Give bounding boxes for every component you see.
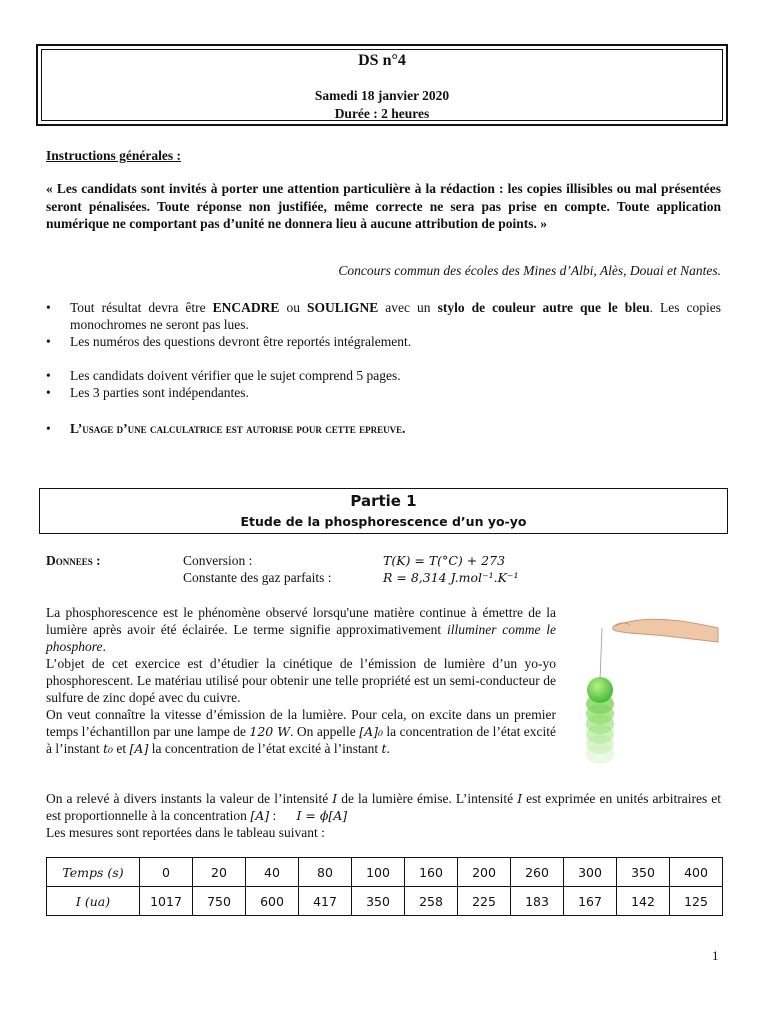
table-cell: 225 [458, 887, 511, 916]
partie-box [39, 488, 728, 534]
table-cell: 200 [458, 858, 511, 887]
list-item: • Les numéros des questions devront être reportés intégralement. [46, 334, 412, 349]
measurements-table [46, 857, 723, 916]
instructions-list-2 [46, 367, 721, 401]
yoyo-string [600, 628, 602, 680]
exam-duration: Durée : 2 heures [334, 106, 430, 121]
paragraph: Les mesures sont reportées dans le tableau suivant : [46, 825, 325, 840]
table-cell: 258 [405, 887, 458, 916]
table-cell: 417 [299, 887, 352, 916]
page-number: 1 [712, 948, 719, 963]
measurements-text [46, 790, 721, 841]
header-box [36, 44, 728, 126]
list-item: • Tout résultat devra être ENCADRE ou SOULIGNE avec un stylo de couleur autre que le bleu. Les copies monochromes ne seront pas lues. [46, 300, 722, 332]
table-cell: 350 [352, 887, 405, 916]
table-cell: 80 [299, 858, 352, 887]
table-cell: 125 [670, 887, 723, 916]
table-cell: 160 [405, 858, 458, 887]
table-row-time [47, 858, 723, 887]
table-cell: 100 [352, 858, 405, 887]
gas-constant-label: Constante des gaz parfaits : [183, 570, 332, 585]
paragraph: L’objet de cet exercice est d’étudier la cinétique de l’émission de lumière d’un yo-yo phosphorescent. Le matériau utilisé pour obtenir une telle propriété est un semi-conducteur de sulfure de zinc dopé avec du cuivre. [46, 656, 556, 705]
table-cell: 183 [511, 887, 564, 916]
instructions-list-1 [46, 299, 721, 350]
paragraph: La phosphorescence est le phénomène observé lorsqu'une matière continue à émettre de la lumière après avoir été éclairée. Le terme signifie approximativement illuminer comme le phosphore. [46, 605, 556, 654]
yoyo-ball [587, 677, 613, 703]
instructions-heading: Instructions générales : [46, 148, 181, 163]
list-item: • Les candidats doivent vérifier que le sujet comprend 5 pages. [46, 368, 401, 383]
table-cell: 1017 [140, 887, 193, 916]
table-header-time: Temps (s) [47, 858, 140, 887]
list-item: • Les 3 parties sont indépendantes. [46, 385, 249, 400]
gas-constant-equation: R = 8,314 J.mol⁻¹.K⁻¹ [383, 570, 519, 585]
table-cell: 167 [564, 887, 617, 916]
conversion-equation: T(K) = T(°C) + 273 [383, 553, 506, 568]
list-item: • L’usage d’une calculatrice est autorise pour cette epreuve. [46, 421, 406, 436]
intro-text [46, 604, 556, 757]
paragraph: On veut connaître la vitesse d’émission de la lumière. Pour cela, on excite dans un premier temps l’échantillon par une lampe de 120 W. On appelle [A]₀ la concentration de l’état excité à l’instant t₀ et [A] la concentration de l’état excité à l’instant t. [46, 707, 556, 756]
partie-subtitle: Etude de la phosphorescence d’un yo-yo [240, 514, 527, 529]
table-cell: 40 [246, 858, 299, 887]
instructions-list-3 [46, 420, 721, 437]
table-cell: 750 [193, 887, 246, 916]
table-cell: 142 [617, 887, 670, 916]
table-cell: 0 [140, 858, 193, 887]
donnees-label: Donnees : [46, 553, 101, 568]
quote-source: Concours commun des écoles des Mines d’Albi, Alès, Douai et Nantes. [338, 263, 721, 278]
hand-icon [613, 619, 718, 642]
table-header-intensity: I (ua) [47, 887, 140, 916]
table-cell: 350 [617, 858, 670, 887]
table-cell: 300 [564, 858, 617, 887]
table-cell: 600 [246, 887, 299, 916]
partie-title: Partie 1 [350, 492, 417, 510]
instructions-quote: « Les candidats sont invités à porter une attention particulière à la rédaction : les copies illisibles ou mal présentées seront pénalisées. Toute réponse non justifiée, même correcte ne sera pas prise en compte. Toute application numérique ne comportant pas d’unité ne donnera lieu à aucune attribution de points. » [46, 181, 721, 231]
yoyo-illustration [570, 598, 720, 768]
exam-title: DS n°4 [358, 52, 406, 69]
table-cell: 20 [193, 858, 246, 887]
conversion-label: Conversion : [183, 553, 253, 568]
table-cell: 260 [511, 858, 564, 887]
exam-date: Samedi 18 janvier 2020 [314, 88, 450, 103]
paragraph: On a relevé à divers instants la valeur de l’intensité I de la lumière émise. L’intensité I est exprimée en unités arbitraires et est proportionnelle à la concentration [A] : I = ϕ[A] [46, 791, 721, 823]
table-row-intensity [47, 887, 723, 916]
table-cell: 400 [670, 858, 723, 887]
